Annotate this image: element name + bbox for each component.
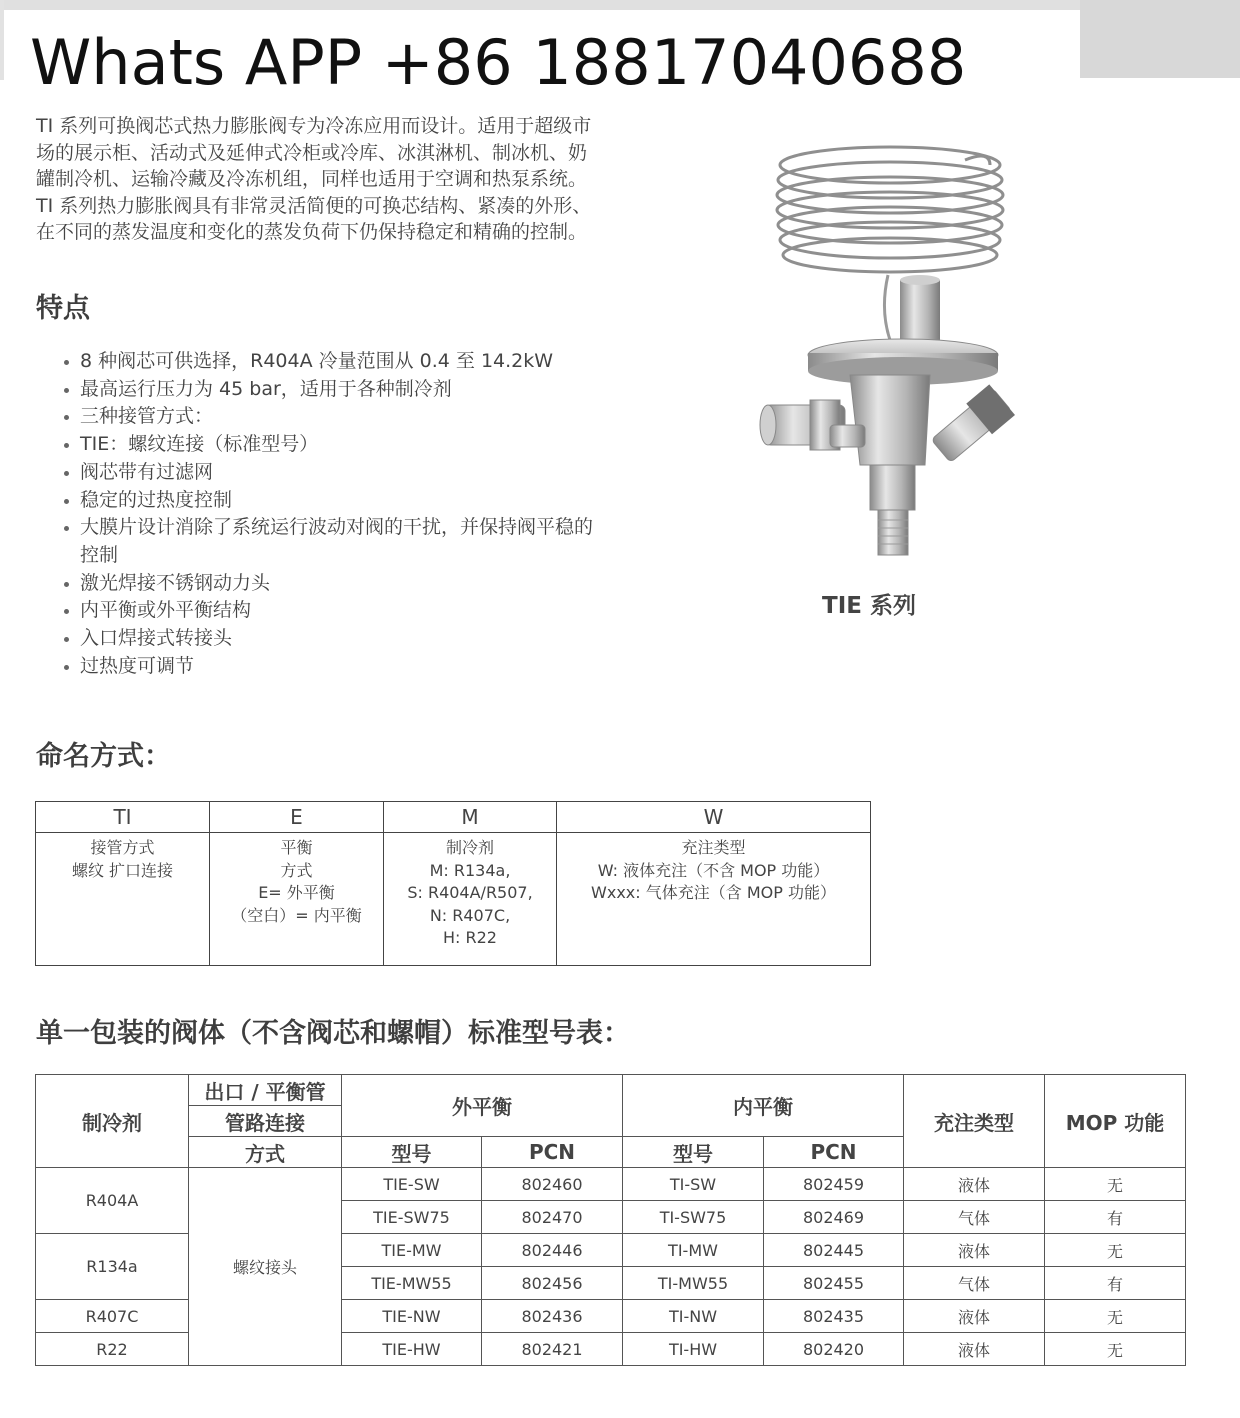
refrigerant-cell: R134a — [36, 1234, 189, 1300]
std-pcn-header: PCN — [764, 1137, 904, 1168]
int-pcn-cell: 802455 — [764, 1267, 904, 1300]
ext-pcn-cell: 802421 — [482, 1333, 623, 1366]
naming-body-row — [36, 833, 871, 966]
ext-model-cell: TIE-MW — [342, 1234, 482, 1267]
connection-cell: 螺纹接头 — [189, 1168, 342, 1366]
int-pcn-cell: 802420 — [764, 1333, 904, 1366]
std-pcn-header: PCN — [482, 1137, 623, 1168]
product-caption: TIE 系列 — [822, 593, 916, 619]
naming-line: 制冷剂 — [445, 838, 494, 857]
int-model-cell: TI-NW — [623, 1300, 764, 1333]
naming-table — [35, 801, 871, 966]
int-pcn-cell: 802435 — [764, 1300, 904, 1333]
scan-top-band — [0, 0, 1082, 10]
ext-model-cell: TIE-HW — [342, 1333, 482, 1366]
mop-cell: 无 — [1045, 1300, 1186, 1333]
ext-model-cell: TIE-SW75 — [342, 1201, 482, 1234]
mop-cell: 无 — [1045, 1333, 1186, 1366]
int-pcn-cell: 802459 — [764, 1168, 904, 1201]
charge-cell: 气体 — [904, 1267, 1045, 1300]
std-refrigerant-header: 制冷剂 — [36, 1075, 189, 1168]
ext-pcn-cell: 802436 — [482, 1300, 623, 1333]
naming-line: 平衡 — [280, 838, 313, 857]
int-model-cell: TI-SW — [623, 1168, 764, 1201]
feature-item: TIE：螺纹连接（标准型号） — [60, 431, 600, 459]
expansion-valve-image — [740, 135, 1020, 585]
refrigerant-cell: R407C — [36, 1300, 189, 1333]
naming-line: 充注类型 — [681, 838, 746, 857]
naming-col-header: E — [210, 802, 384, 833]
naming-line: H: R22 — [443, 928, 497, 947]
int-pcn-cell: 802469 — [764, 1201, 904, 1234]
std-model-header: 型号 — [342, 1137, 482, 1168]
naming-line: N: R407C, — [429, 905, 511, 925]
scan-left-edge — [0, 0, 4, 80]
standard-models-table — [35, 1074, 1186, 1366]
naming-line: 方式 — [280, 860, 313, 880]
int-pcn-cell: 802445 — [764, 1234, 904, 1267]
naming-header-row — [36, 802, 871, 833]
int-model-cell: TI-MW55 — [623, 1267, 764, 1300]
feature-item: 入口焊接式转接头 — [60, 625, 600, 653]
feature-item: 大膜片设计消除了系统运行波动对阀的干扰，并保持阀平稳的控制 — [60, 514, 600, 569]
mop-cell: 有 — [1045, 1267, 1186, 1300]
ext-model-cell: TIE-MW55 — [342, 1267, 482, 1300]
charge-cell: 液体 — [904, 1168, 1045, 1201]
charge-cell: 液体 — [904, 1234, 1045, 1267]
feature-item: 8 种阀芯可供选择，R404A 冷量范围从 0.4 至 14.2kW — [60, 348, 600, 376]
ext-pcn-cell: 802456 — [482, 1267, 623, 1300]
std-connection-header: 方式 — [189, 1137, 342, 1168]
naming-col-header: M — [384, 802, 557, 833]
features-heading: 特点 — [36, 293, 90, 324]
std-charge-header: 充注类型 — [904, 1075, 1045, 1168]
int-model-cell: TI-MW — [623, 1234, 764, 1267]
std-mop-header: MOP 功能 — [1045, 1075, 1186, 1168]
naming-line: 接管方式 — [90, 838, 155, 857]
mop-cell: 无 — [1045, 1168, 1186, 1201]
naming-col-header: TI — [36, 802, 210, 833]
scan-corner-shade — [1080, 0, 1240, 78]
charge-cell: 液体 — [904, 1300, 1045, 1333]
naming-line: 螺纹 扩口连接 — [71, 860, 174, 880]
naming-line: S: R404A/R507, — [407, 883, 533, 902]
ext-pcn-cell: 802460 — [482, 1168, 623, 1201]
std-external-header: 外平衡 — [342, 1075, 623, 1137]
std-connection-header: 管路连接 — [189, 1106, 342, 1137]
features-list — [60, 348, 600, 680]
naming-line: M: R134a, — [429, 860, 511, 880]
table-row — [36, 1168, 1186, 1201]
intro-paragraph: TI 系列可换阀芯式热力膨胀阀专为冷冻应用而设计。适用于超级市场的展示柜、活动式及延伸式冷柜或冷库、冰淇淋机、制冰机、奶罐制冷机、运输冷藏及冷冻机组，同样也适用于空调和热泵系统。TI 系列热力膨胀阀具有非常灵活简便的可换芯结构、紧凑的外形、在不同的蒸发温度和变化的蒸发负荷下仍保持稳定和精确的控制。 — [36, 115, 592, 243]
ext-model-cell: TIE-NW — [342, 1300, 482, 1333]
feature-item: 最高运行压力为 45 bar，适用于各种制冷剂 — [60, 376, 600, 404]
naming-heading: 命名方式： — [36, 741, 171, 772]
feature-item: 阀芯带有过滤网 — [60, 459, 600, 487]
std-connection-header: 出口 / 平衡管 — [189, 1075, 342, 1106]
refrigerant-cell: R22 — [36, 1333, 189, 1366]
naming-connection-cell — [36, 833, 210, 966]
naming-balance-cell — [210, 833, 384, 966]
mop-cell: 有 — [1045, 1201, 1186, 1234]
ext-model-cell: TIE-SW — [342, 1168, 482, 1201]
mop-cell: 无 — [1045, 1234, 1186, 1267]
charge-cell: 液体 — [904, 1333, 1045, 1366]
naming-line: E= 外平衡 — [258, 883, 335, 902]
feature-item: 内平衡或外平衡结构 — [60, 597, 600, 625]
naming-line: （空白）= 内平衡 — [231, 905, 362, 925]
naming-line: W: 液体充注（不含 MOP 功能） — [597, 860, 830, 880]
std-internal-header: 内平衡 — [623, 1075, 904, 1137]
std-model-header: 型号 — [623, 1137, 764, 1168]
naming-col-header: W — [557, 802, 871, 833]
feature-item: 三种接管方式： — [60, 403, 600, 431]
feature-item: 过热度可调节 — [60, 653, 600, 681]
int-model-cell: TI-HW — [623, 1333, 764, 1366]
feature-item: 激光焊接不锈钢动力头 — [60, 570, 600, 598]
naming-charge-cell — [557, 833, 871, 966]
ext-pcn-cell: 802470 — [482, 1201, 623, 1234]
std-header-row-1 — [36, 1075, 1186, 1106]
feature-item: 稳定的过热度控制 — [60, 487, 600, 515]
whatsapp-contact: Whats APP +86 18817040688 — [30, 26, 967, 99]
standard-models-heading: 单一包装的阀体（不含阀芯和螺帽）标准型号表： — [36, 1018, 630, 1049]
naming-line: Wxxx: 气体充注（含 MOP 功能） — [591, 883, 836, 902]
int-model-cell: TI-SW75 — [623, 1201, 764, 1234]
ext-pcn-cell: 802446 — [482, 1234, 623, 1267]
refrigerant-cell: R404A — [36, 1168, 189, 1234]
naming-refrigerant-cell — [384, 833, 557, 966]
charge-cell: 气体 — [904, 1201, 1045, 1234]
